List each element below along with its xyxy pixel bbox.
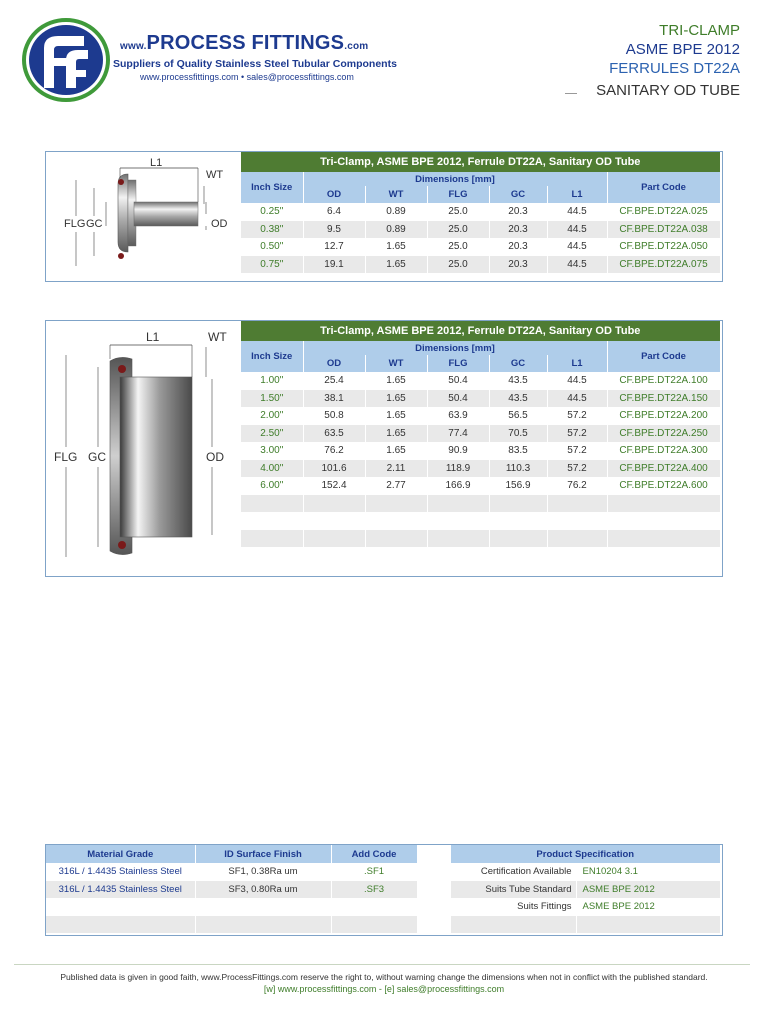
col-inch-size: Inch Size xyxy=(241,341,303,372)
cell-gc: 20.3 xyxy=(489,221,547,239)
table-row xyxy=(241,425,720,443)
cell-od: 152.4 xyxy=(303,477,365,495)
empty-row xyxy=(46,916,417,934)
col-l1: L1 xyxy=(547,355,607,372)
empty-row xyxy=(241,512,720,530)
cell-flg: 25.0 xyxy=(427,221,489,239)
cell-part-code: CF.BPE.DT22A.025 xyxy=(607,203,720,221)
doc-title-line-2: ASME BPE 2012 xyxy=(625,41,740,58)
cell-l1: 44.5 xyxy=(547,390,607,408)
cell-size: 0.25" xyxy=(241,203,303,221)
brand-title xyxy=(120,32,368,55)
cell-od: 6.4 xyxy=(303,203,365,221)
cell-l1: 76.2 xyxy=(547,477,607,495)
cell-l1: 44.5 xyxy=(547,256,607,274)
table-row xyxy=(241,477,720,495)
table-title: Tri-Clamp, ASME BPE 2012, Ferrule DT22A, Sanitary OD Tube xyxy=(241,321,720,341)
cell-flg: 118.9 xyxy=(427,460,489,478)
spec-table xyxy=(451,845,721,933)
cell-flg: 63.9 xyxy=(427,407,489,425)
cell-size: 2.00" xyxy=(241,407,303,425)
cell-part-code: CF.BPE.DT22A.050 xyxy=(607,238,720,256)
cell-l1: 57.2 xyxy=(547,460,607,478)
cell-l1: 44.5 xyxy=(547,372,607,390)
cell-od: 76.2 xyxy=(303,442,365,460)
cell-wt: 1.65 xyxy=(365,425,427,443)
cell-l1: 57.2 xyxy=(547,442,607,460)
table-row xyxy=(451,881,720,899)
cell-wt: 1.65 xyxy=(365,372,427,390)
fig1-label-gc: GC xyxy=(86,218,103,230)
cell-gc: 20.3 xyxy=(489,203,547,221)
table-row xyxy=(46,863,417,881)
cell-od: 63.5 xyxy=(303,425,365,443)
header-divider xyxy=(565,93,577,94)
cell-part-code: CF.BPE.DT22A.400 xyxy=(607,460,720,478)
fig1-label-l1: L1 xyxy=(150,157,163,169)
empty-row xyxy=(241,495,720,513)
footer-contact[interactable]: [w] www.processfittings.com - [e] sales@processfittings.com xyxy=(263,984,505,994)
cell-part-code: CF.BPE.DT22A.150 xyxy=(607,390,720,408)
col-part-code: Part Code xyxy=(607,341,720,372)
brand-tagline: Suppliers of Quality Stainless Steel Tubular Components xyxy=(113,58,397,70)
fig2-label-gc: GC xyxy=(88,450,106,464)
cell-part-code: CF.BPE.DT22A.100 xyxy=(607,372,720,390)
cell-gc: 156.9 xyxy=(489,477,547,495)
cell-add-code: .SF1 xyxy=(331,863,417,881)
spec-label: Certification Available xyxy=(451,863,576,881)
col-surface-finish: ID Surface Finish xyxy=(195,845,331,863)
table-row xyxy=(241,372,720,390)
fig1-label-flg: FLG xyxy=(64,218,86,230)
footer-divider xyxy=(14,964,750,965)
cell-size: 0.75" xyxy=(241,256,303,274)
table-row xyxy=(241,256,720,274)
cell-od: 9.5 xyxy=(303,221,365,239)
material-table xyxy=(46,845,418,933)
product-table-1 xyxy=(241,152,721,273)
cell-flg: 166.9 xyxy=(427,477,489,495)
cell-size: 2.50" xyxy=(241,425,303,443)
spec-value: ASME BPE 2012 xyxy=(576,898,720,916)
company-logo xyxy=(22,18,110,102)
cell-gc: 43.5 xyxy=(489,372,547,390)
cell-flg: 25.0 xyxy=(427,256,489,274)
col-gc: GC xyxy=(489,186,547,203)
table-row xyxy=(241,407,720,425)
fig2-label-flg: FLG xyxy=(54,450,78,464)
ferrule-drawing-small xyxy=(46,152,240,279)
cell-od: 25.4 xyxy=(303,372,365,390)
cell-flg: 90.9 xyxy=(427,442,489,460)
table-row xyxy=(241,460,720,478)
col-wt: WT xyxy=(365,186,427,203)
product-table-2 xyxy=(241,321,721,547)
cell-part-code: CF.BPE.DT22A.038 xyxy=(607,221,720,239)
cell-flg: 77.4 xyxy=(427,425,489,443)
fig2-label-wt: WT xyxy=(208,330,227,344)
cell-grade: 316L / 1.4435 Stainless Steel xyxy=(46,863,195,881)
cell-size: 4.00" xyxy=(241,460,303,478)
doc-title-line-4: SANITARY OD TUBE xyxy=(596,82,740,99)
col-inch-size: Inch Size xyxy=(241,172,303,203)
cell-gc: 83.5 xyxy=(489,442,547,460)
cell-od: 101.6 xyxy=(303,460,365,478)
cell-size: 0.50" xyxy=(241,238,303,256)
cell-part-code: CF.BPE.DT22A.600 xyxy=(607,477,720,495)
col-dimensions: Dimensions [mm] xyxy=(303,341,607,355)
col-flg: FLG xyxy=(427,186,489,203)
spec-value: EN10204 3.1 xyxy=(576,863,720,881)
cell-add-code: .SF3 xyxy=(331,881,417,899)
cell-finish: SF1, 0.38Ra um xyxy=(195,863,331,881)
brand-contact[interactable]: www.processfittings.com • sales@processfittings.com xyxy=(140,72,354,82)
empty-row xyxy=(241,530,720,548)
fig1-label-wt: WT xyxy=(206,169,224,181)
cell-l1: 57.2 xyxy=(547,425,607,443)
col-od: OD xyxy=(303,186,365,203)
cell-flg: 25.0 xyxy=(427,203,489,221)
cell-size: 6.00" xyxy=(241,477,303,495)
cell-size: 1.50" xyxy=(241,390,303,408)
cell-od: 50.8 xyxy=(303,407,365,425)
table-row xyxy=(451,898,720,916)
spec-label: Suits Fittings xyxy=(451,898,576,916)
table-row xyxy=(241,221,720,239)
col-dimensions: Dimensions [mm] xyxy=(303,172,607,186)
fig1-label-od: OD xyxy=(211,218,228,230)
cell-finish: SF3, 0.80Ra um xyxy=(195,881,331,899)
cell-wt: 1.65 xyxy=(365,256,427,274)
table-title: Tri-Clamp, ASME BPE 2012, Ferrule DT22A, Sanitary OD Tube xyxy=(241,152,720,172)
cell-gc: 56.5 xyxy=(489,407,547,425)
cell-flg: 50.4 xyxy=(427,390,489,408)
cell-flg: 25.0 xyxy=(427,238,489,256)
cell-wt: 0.89 xyxy=(365,203,427,221)
empty-row xyxy=(46,898,417,916)
cell-part-code: CF.BPE.DT22A.200 xyxy=(607,407,720,425)
col-flg: FLG xyxy=(427,355,489,372)
cell-gc: 20.3 xyxy=(489,256,547,274)
table-row xyxy=(241,238,720,256)
doc-title-line-3: FERRULES DT22A xyxy=(609,60,740,77)
cell-l1: 57.2 xyxy=(547,407,607,425)
cell-od: 12.7 xyxy=(303,238,365,256)
col-material-grade: Material Grade xyxy=(46,845,195,863)
cell-wt: 2.77 xyxy=(365,477,427,495)
spec-label: Suits Tube Standard xyxy=(451,881,576,899)
brand-prefix: www. xyxy=(120,41,147,52)
cell-wt: 1.65 xyxy=(365,390,427,408)
cell-od: 19.1 xyxy=(303,256,365,274)
table-row xyxy=(241,390,720,408)
col-gc: GC xyxy=(489,355,547,372)
empty-row xyxy=(451,916,720,934)
cell-size: 1.00" xyxy=(241,372,303,390)
cell-grade: 316L / 1.4435 Stainless Steel xyxy=(46,881,195,899)
col-od: OD xyxy=(303,355,365,372)
table-row xyxy=(241,442,720,460)
table-row xyxy=(46,881,417,899)
cell-gc: 110.3 xyxy=(489,460,547,478)
fig2-label-l1: L1 xyxy=(146,330,160,344)
cell-l1: 44.5 xyxy=(547,221,607,239)
cell-flg: 50.4 xyxy=(427,372,489,390)
brand-suffix: .com xyxy=(344,41,369,52)
col-part-code: Part Code xyxy=(607,172,720,203)
cell-part-code: CF.BPE.DT22A.300 xyxy=(607,442,720,460)
cell-gc: 20.3 xyxy=(489,238,547,256)
cell-l1: 44.5 xyxy=(547,238,607,256)
cell-l1: 44.5 xyxy=(547,203,607,221)
cell-wt: 2.11 xyxy=(365,460,427,478)
doc-title-line-1: TRI-CLAMP xyxy=(659,22,740,39)
cell-part-code: CF.BPE.DT22A.250 xyxy=(607,425,720,443)
cell-part-code: CF.BPE.DT22A.075 xyxy=(607,256,720,274)
table-row xyxy=(241,203,720,221)
cell-gc: 43.5 xyxy=(489,390,547,408)
cell-size: 0.38" xyxy=(241,221,303,239)
brand-name: PROCESS FITTINGS xyxy=(146,32,345,54)
cell-gc: 70.5 xyxy=(489,425,547,443)
col-wt: WT xyxy=(365,355,427,372)
fig2-label-od: OD xyxy=(206,450,224,464)
table-row xyxy=(451,863,720,881)
cell-wt: 1.65 xyxy=(365,407,427,425)
footer-disclaimer: Published data is given in good faith, www.ProcessFittings.com reserve the right to, without warning change the dimensions when not in conflict with the published standard. xyxy=(60,972,708,982)
cell-wt: 1.65 xyxy=(365,442,427,460)
col-add-code: Add Code xyxy=(331,845,417,863)
cell-wt: 1.65 xyxy=(365,238,427,256)
cell-od: 38.1 xyxy=(303,390,365,408)
cell-wt: 0.89 xyxy=(365,221,427,239)
ferrule-drawing-large xyxy=(46,321,240,574)
cell-size: 3.00" xyxy=(241,442,303,460)
spec-value: ASME BPE 2012 xyxy=(576,881,720,899)
col-l1: L1 xyxy=(547,186,607,203)
spec-header: Product Specification xyxy=(451,845,720,863)
